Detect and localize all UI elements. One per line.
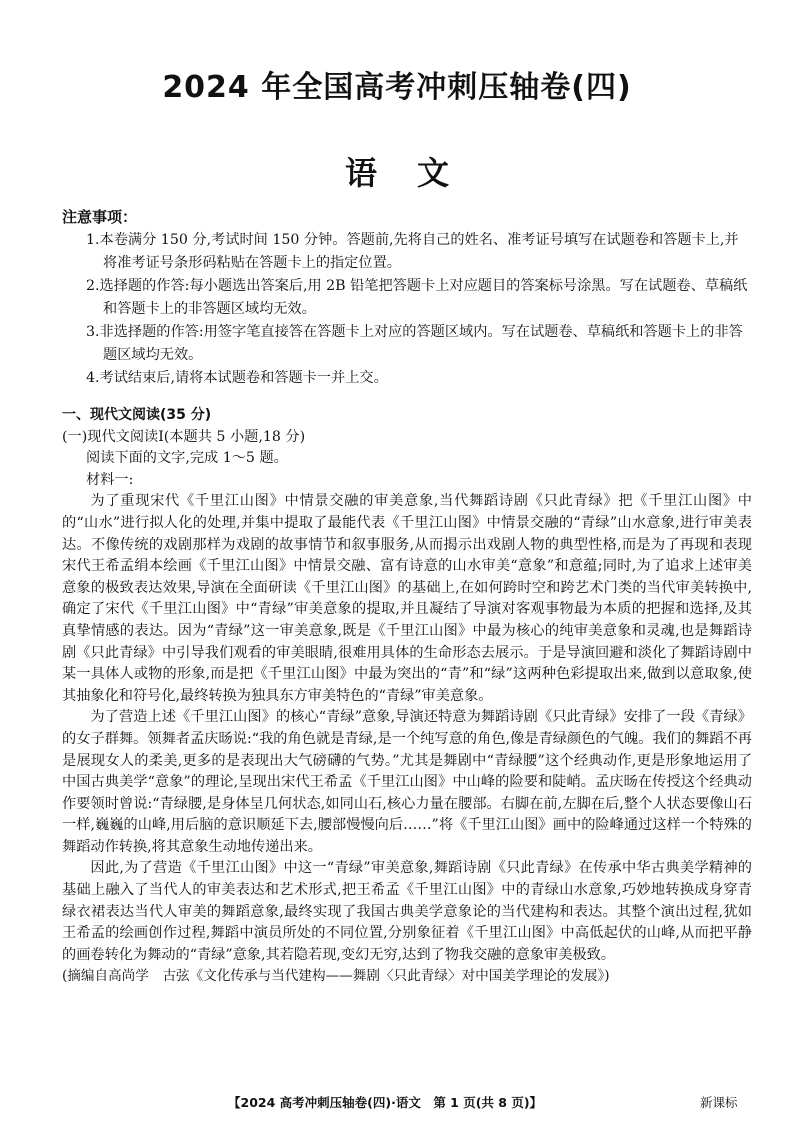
note-item: 3.非选择题的作答:用签字笔直接答在答题卡上对应的答题区域内。写在试题卷、草稿纸和答题卡上的非答题区域均无效。 — [86, 324, 743, 363]
section-heading: 一、现代文阅读(35 分) — [62, 407, 212, 423]
sub-heading: (一)现代文阅读Ⅰ(本题共 5 小题,18 分) — [62, 428, 306, 445]
body-paragraph: 因此,为了营造《千里江山图》中这一“青绿”审美意象,舞蹈诗剧《只此青绿》在传承中华古典美学精神的基础上融入了当代人的审美表达和艺术形式,把王希孟《千里江山图》中的青绿山水意象,巧妙地转换成身穿青绿衣裙表达当代人审美的舞蹈意象,最终实现了我国古典美学意象论的当代建构和表达。其整个演出过程,犹如王希孟的绘画创作过程,舞蹈中演员所处的不同位置,分别象征着《千里江山图》中高低起伏的山峰,从而把平静的画卷转化为舞动的“青绿”意象,其若隐若现,变幻无穷,达到了物我交融的意象审美极致。 — [62, 860, 752, 963]
reading-section — [62, 405, 752, 988]
note-item: 4.考试结束后,请将本试题卷和答题卡一并上交。 — [86, 370, 388, 386]
source-citation: (摘编自高尚学 古弦《文化传承与当代建构——舞剧〈只此青绿〉对中国美学理论的发展》) — [62, 968, 610, 985]
material-label: 材料一: — [86, 471, 134, 488]
footer-page-info: 【2024 高考冲刺压轴卷(四)·语文 第 1 页(共 8 页)】 — [228, 1095, 543, 1110]
notes-block — [62, 206, 752, 390]
footer-edition: 新课标 — [700, 1095, 738, 1110]
body-paragraph: 为了营造上述《千里江山图》的核心“青绿”意象,导演还特意为舞蹈诗剧《只此青绿》安排了一段《青绿》的女子群舞。领舞者孟庆旸说:“我的角色就是青绿,是一个纯写意的角色,像是青绿颜色的气魄。我们的舞蹈不再是展现女人的柔美,更多的是表现出大气磅礴的气势。”尤其是舞剧中“青绿腰”这个经典动作,更是形象地运用了中国古典美学“意象”的理论,呈现出宋代王希孟《千里江山图》中山峰的险要和陡峭。孟庆旸在传授这个经典动作要领时曾说:“青绿腰,是身体呈几何状态,如同山石,核心力量在腰部。右脚在前,左脚在后,整个人状态要像山石一样,巍巍的山峰,用后脑的意识顺延下去,腰部慢慢向后……”将《千里江山图》画中的险峰通过这样一个特殊的舞蹈动作转换,将其意象生动地传递出来。 — [62, 709, 752, 855]
instruction-text: 阅读下面的文字,完成 1～5 题。 — [86, 450, 288, 467]
body-paragraph: 为了重现宋代《千里江山图》中情景交融的审美意象,当代舞蹈诗剧《只此青绿》把《千里江山图》中的“山水”进行拟人化的处理,并集中提取了最能代表《千里江山图》中情景交融的“青绿”山水意象,进行审美表达。不像传统的戏剧那样为戏剧的故事情节和叙事服务,从而揭示出戏剧人物的典型性格,而是为了再现和表现宋代王希孟绢本绘画《千里江山图》中情景交融、富有诗意的山水审美“意象”和意蕴;同时,为了追求上述审美意象的极致表达效果,导演在全面研读《千里江山图》的基础上,在如何跨时空和跨艺术门类的当代审美转换中,确定了宋代《千里江山图》中“青绿”审美意象的提取,并且凝结了导演对客观事物最为本质的把握和选择,及其真挚情感的表达。因为“青绿”这一审美意象,既是《千里江山图》中最为核心的纯审美意象和灵魂,也是舞蹈诗剧《只此青绿》中引导我们观看的审美眼睛,很难用具体的生命形态去展示。于是导演回避和淡化了舞蹈诗剧中某一具体人或物的形象,而是把《千里江山图》中最为突出的“青”和“绿”这两种色彩提取出来,做到以意取象,使其抽象化和符号化,最终转换为独具东方审美特色的“青绿”审美意象。 — [62, 493, 752, 704]
note-item: 1.本卷满分 150 分,考试时间 150 分钟。答题前,先将自己的姓名、准考证号填写在试题卷和答题卡上,并将准考证号条形码粘贴在答题卡上的指定位置。 — [86, 232, 739, 271]
subject-title: 语文 — [344, 154, 489, 192]
notes-heading: 注意事项： — [62, 208, 138, 226]
note-item: 2.选择题的作答:每小题选出答案后,用 2B 铅笔把答题卡上对应题目的答案标号涂黑。写在试题卷、草稿纸和答题卡上的非答题区域均无效。 — [86, 278, 748, 317]
exam-title: 2024 年全国高考冲刺压轴卷(四) — [162, 70, 632, 105]
